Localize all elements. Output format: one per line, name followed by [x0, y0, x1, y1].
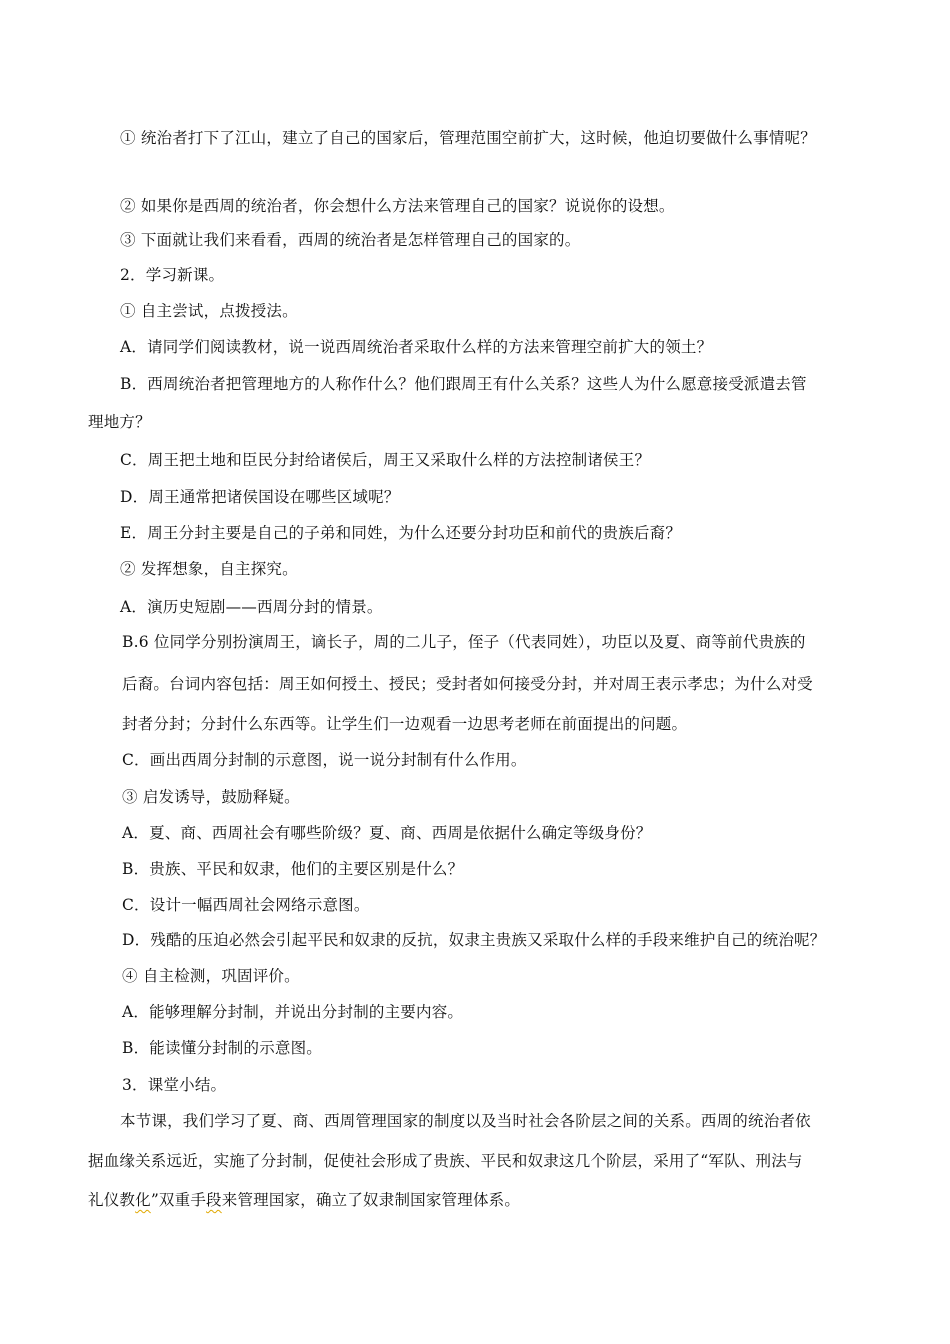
summary-paragraph-line: 据血缘关系远近，实施了分封制，促使社会形成了贵族、平民和奴隶这几个阶层，采用了“军队、刑法与 [88, 1152, 803, 1170]
question-item: A．请同学们阅读教材，说一说西周统治者采取什么样的方法来管理空前扩大的领土？ [120, 338, 713, 356]
question-item-continuation: 理地方？ [88, 413, 151, 431]
subsection-heading: ③ 启发诱导，鼓励释疑。 [122, 788, 300, 806]
question-item: B．能读懂分封制的示意图。 [122, 1039, 322, 1057]
question-item: D．残酷的压迫必然会引起平民和奴隶的反抗，奴隶主贵族又采取什么样的手段来维护自己的统治呢？ [122, 931, 826, 949]
paragraph-line: ① 统治者打下了江山，建立了自己的国家后，管理范围空前扩大，这时候，他迫切要做什么事情呢？ [120, 129, 816, 147]
subsection-heading: ① 自主尝试，点拨授法。 [120, 302, 298, 320]
activity-item: A．演历史短剧——西周分封的情景。 [120, 598, 383, 616]
question-item: A．能够理解分封制，并说出分封制的主要内容。 [122, 1003, 464, 1021]
paragraph-line: ② 如果你是西周的统治者，你会想什么方法来管理自己的国家？说说你的设想。 [120, 197, 675, 215]
question-item: C．设计一幅西周社会网络示意图。 [122, 896, 370, 914]
text-run: 礼仪教 [88, 1191, 136, 1209]
spellcheck-marked-text: 段 [206, 1191, 222, 1209]
subsection-heading: ② 发挥想象，自主探究。 [120, 560, 298, 578]
activity-item-continuation: 封者分封；分封什么东西等。让学生们一边观看一边思考老师在前面提出的问题。 [122, 715, 688, 733]
question-item: D．周王通常把诸侯国设在哪些区域呢？ [120, 488, 400, 506]
text-run: ”双重手 [150, 1191, 207, 1209]
question-item: E．周王分封主要是自己的子弟和同姓，为什么还要分封功臣和前代的贵族后裔？ [120, 524, 682, 542]
section-heading: 2．学习新课。 [120, 266, 225, 284]
section-heading: 3．课堂小结。 [122, 1076, 227, 1094]
question-item: B．贵族、平民和奴隶，他们的主要区别是什么？ [122, 860, 464, 878]
question-item: C．周王把土地和臣民分封给诸侯后，周王又采取什么样的方法控制诸侯王？ [120, 451, 651, 469]
question-item: B．西周统治者把管理地方的人称作什么？他们跟周王有什么关系？这些人为什么愿意接受派遣去管 [120, 375, 807, 393]
activity-item: B.6 位同学分别扮演周王，谪长子，周的二儿子，侄子（代表同姓），功臣以及夏、商等前代贵族的 [122, 633, 806, 651]
spellcheck-marked-text: 化 [135, 1191, 151, 1209]
activity-item: C．画出西周分封制的示意图，说一说分封制有什么作用。 [122, 751, 527, 769]
summary-paragraph-line [88, 1190, 520, 1210]
paragraph-line: ③ 下面就让我们来看看，西周的统治者是怎样管理自己的国家的。 [120, 231, 581, 249]
question-item: A．夏、商、西周社会有哪些阶级？夏、商、西周是依据什么确定等级身份？ [122, 824, 652, 842]
activity-item-continuation: 后裔。台词内容包括：周王如何授土、授民；受封者如何接受分封，并对周王表示孝忠；为什么对受 [122, 675, 813, 693]
summary-paragraph-line: 本节课，我们学习了夏、商、西周管理国家的制度以及当时社会各阶层之间的关系。西周的统治者依 [120, 1112, 811, 1130]
text-run: 来管理国家，确立了奴隶制国家管理体系。 [221, 1191, 521, 1209]
subsection-heading: ④ 自主检测，巩固评价。 [122, 967, 300, 985]
